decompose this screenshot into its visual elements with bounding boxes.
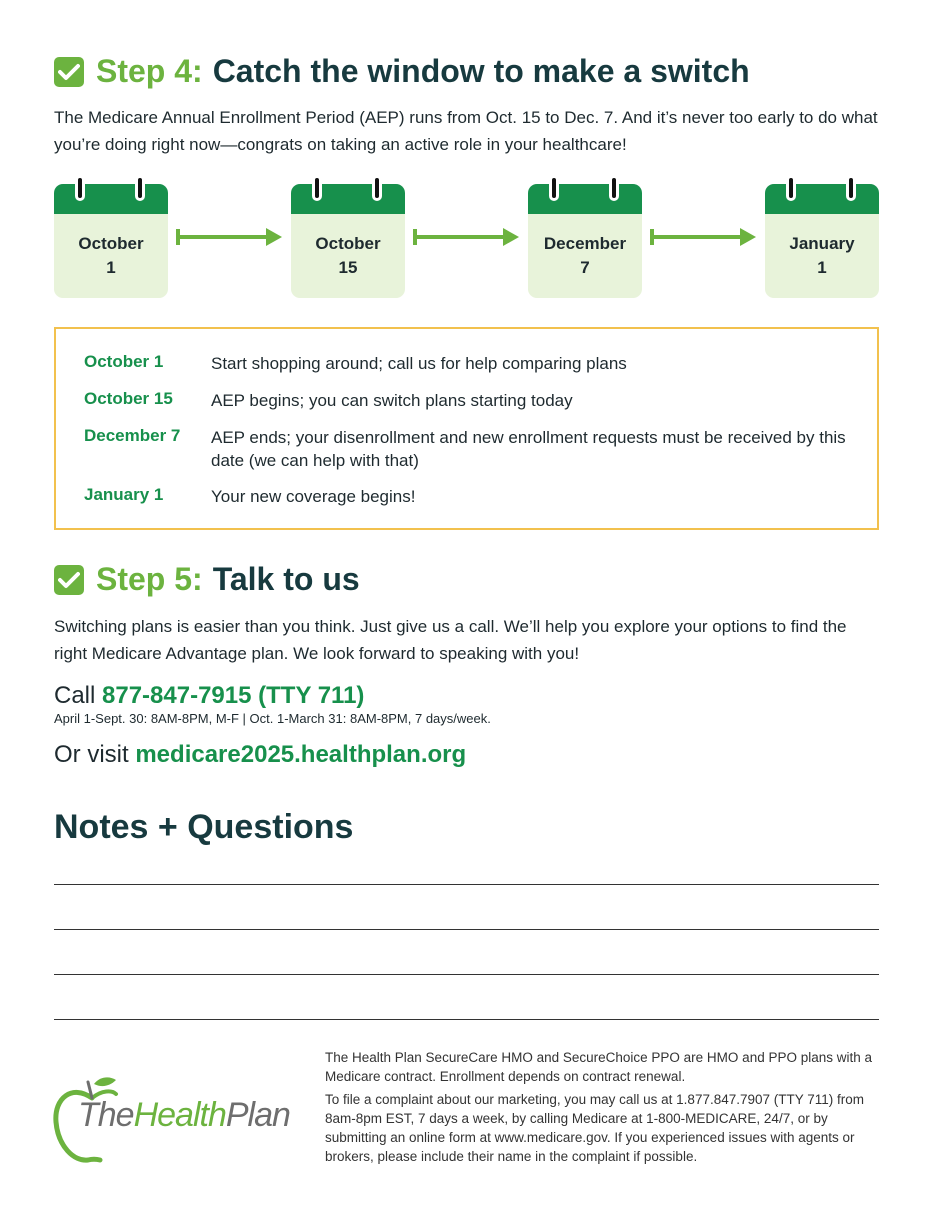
calendar-ring-icon bbox=[372, 175, 382, 201]
calendar-body bbox=[291, 214, 405, 298]
calendar-ring-icon bbox=[786, 175, 796, 201]
step4-number: Step 4: bbox=[96, 53, 203, 89]
calendar-body bbox=[528, 214, 642, 298]
calendar-month: October bbox=[315, 234, 381, 253]
checkmark-icon bbox=[54, 57, 84, 87]
calendar-body bbox=[765, 214, 879, 298]
timeline-date: October 15 bbox=[84, 389, 173, 408]
calendar-header bbox=[291, 184, 405, 214]
calendar-month: January bbox=[789, 234, 855, 253]
call-hours: April 1-Sept. 30: 8AM-8PM, M-F | Oct. 1-March 31: 8AM-8PM, 7 days/week. bbox=[54, 711, 491, 726]
calendar-day: 7 bbox=[580, 258, 590, 277]
step5-intro: Switching plans is easier than you think. Just give us a call. We’ll help you explore your options to find the right Medicare Advantage plan. We look forward to speaking with you! bbox=[54, 617, 847, 663]
calendar-header bbox=[765, 184, 879, 214]
note-line bbox=[54, 929, 879, 930]
phone-number-link[interactable]: 877-847-7915 (TTY 711) bbox=[102, 682, 365, 709]
calendar-day: 1 bbox=[817, 258, 827, 277]
calendar-ring-icon bbox=[75, 175, 85, 201]
calendar-header bbox=[54, 184, 168, 214]
calendar-month: October bbox=[78, 234, 144, 253]
calendar-october-15 bbox=[291, 184, 405, 298]
calendar-january-1 bbox=[765, 184, 879, 298]
step4-title: Catch the window to make a switch bbox=[212, 53, 750, 89]
calendar-day: 15 bbox=[338, 258, 358, 277]
timeline-date: October 1 bbox=[84, 352, 164, 371]
step5-number: Step 5: bbox=[96, 561, 203, 597]
visit-label: Or visit bbox=[54, 741, 129, 768]
timeline-description: AEP ends; your disenrollment and new enrollment requests must be received by this date (we can help with that) bbox=[211, 428, 846, 470]
step4-intro: The Medicare Annual Enrollment Period (AEP) runs from Oct. 15 to Dec. 7. And it’s never too early to do what you’re doing right now—congrats on taking an active role in your healthcare! bbox=[54, 108, 878, 154]
arrow-right-icon bbox=[650, 225, 756, 249]
calendar-month: December bbox=[543, 234, 627, 253]
calendar-ring-icon bbox=[135, 175, 145, 201]
note-line bbox=[54, 884, 879, 885]
calendar-body bbox=[54, 214, 168, 298]
calendar-ring-icon bbox=[549, 175, 559, 201]
calendar-day: 1 bbox=[106, 258, 116, 277]
checkmark-icon bbox=[54, 565, 84, 595]
calendar-header bbox=[528, 184, 642, 214]
timeline-date: January 1 bbox=[84, 485, 164, 504]
disclaimer-contract: The Health Plan SecureCare HMO and SecureChoice PPO are HMO and PPO plans with a Medicare contract. Enrollment depends on contract renewal. bbox=[325, 1050, 873, 1084]
timeline-description: Your new coverage begins! bbox=[211, 487, 416, 506]
calendar-december-7 bbox=[528, 184, 642, 298]
disclaimer-complaint: To file a complaint about our marketing, you may call us at 1.877.847.7907 (TTY 711) from 8am-8pm EST, 7 days a week, by calling Medicare at 1-800-MEDICARE, 24/7, or by submitting an online form at www.medicare.gov. If you experienced issues with agents or brokers, please include their name in the complaint if possible. bbox=[325, 1092, 865, 1164]
website-link[interactable]: medicare2025.healthplan.org bbox=[135, 741, 467, 768]
calendar-ring-icon bbox=[846, 175, 856, 201]
step5-heading bbox=[54, 561, 360, 598]
calendar-ring-icon bbox=[609, 175, 619, 201]
note-line bbox=[54, 1019, 879, 1020]
call-label: Call bbox=[54, 682, 96, 709]
arrow-right-icon bbox=[176, 225, 282, 249]
calendar-october-1 bbox=[54, 184, 168, 298]
timeline-description: AEP begins; you can switch plans starting today bbox=[211, 391, 573, 410]
timeline-description: Start shopping around; call us for help comparing plans bbox=[211, 354, 627, 373]
notes-title: Notes + Questions bbox=[54, 808, 354, 846]
arrow-right-icon bbox=[413, 225, 519, 249]
visit-line bbox=[54, 741, 466, 769]
call-line bbox=[54, 682, 364, 710]
health-plan-logo: TheHealthPlan bbox=[78, 1096, 290, 1134]
step5-title: Talk to us bbox=[212, 561, 360, 597]
note-line bbox=[54, 974, 879, 975]
timeline-date: December 7 bbox=[84, 426, 181, 445]
step4-heading bbox=[54, 53, 750, 90]
calendar-ring-icon bbox=[312, 175, 322, 201]
